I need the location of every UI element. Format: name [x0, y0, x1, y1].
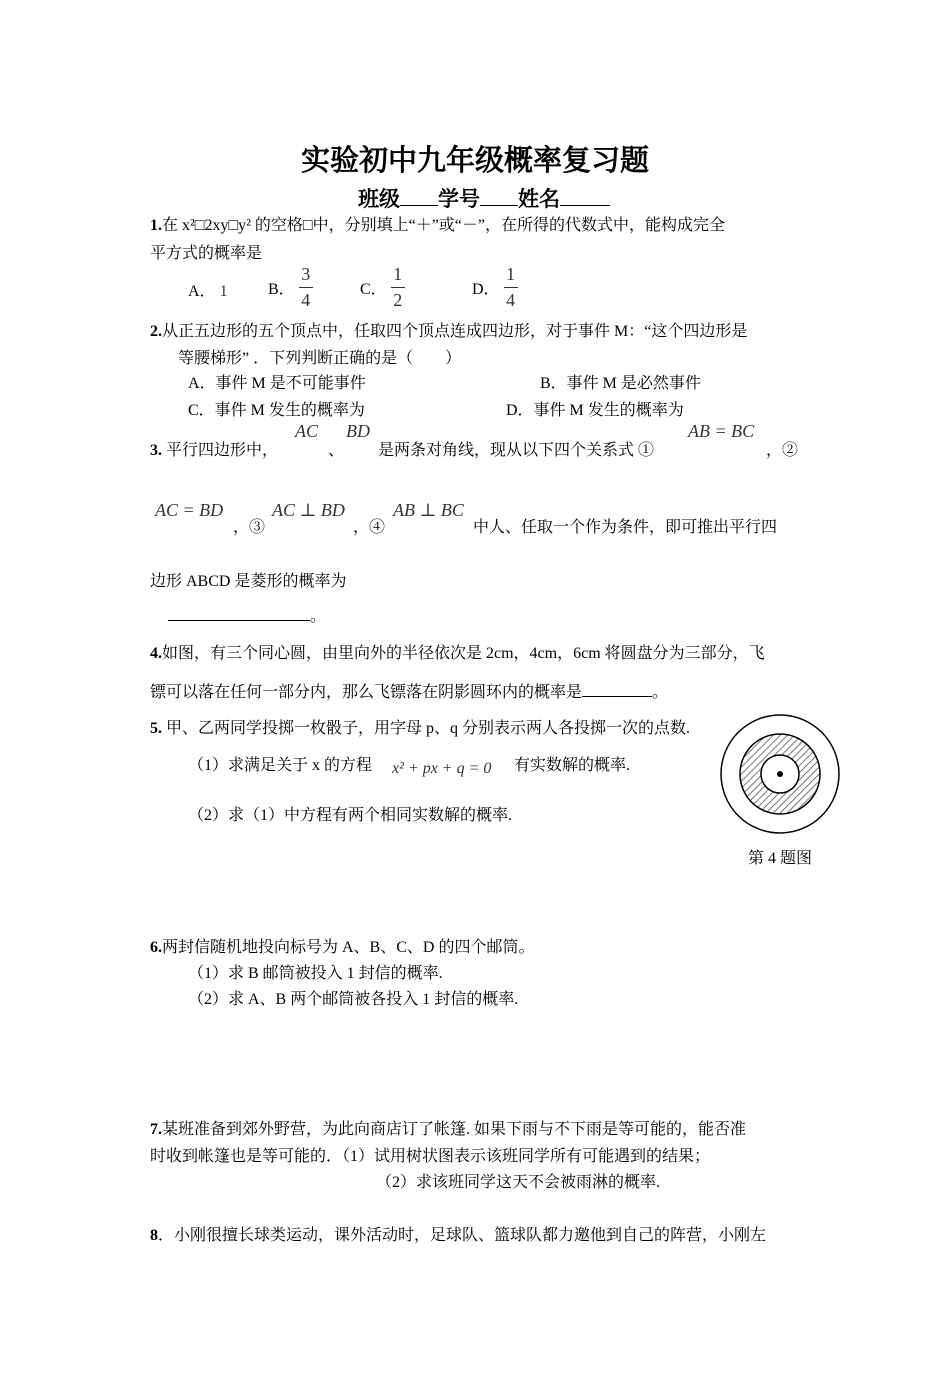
class-blank[interactable]: [400, 205, 438, 206]
q3-line1: 3. 平行四边形中，: [150, 442, 279, 459]
concentric-circles-figure: [718, 712, 842, 836]
name-label: 姓名: [518, 187, 560, 211]
q8-line1: 8．小刚很擅长球类运动，课外活动时，足球队、篮球队都力邀他到自己的阵营，小刚左: [150, 1227, 767, 1244]
q3-line2-end: 中人、任取一个作为条件，即可推出平行四: [473, 519, 778, 536]
q6-number: 6.: [150, 939, 162, 956]
q5-sub1b: 有实数解的概率.: [514, 757, 631, 774]
q4-number: 4.: [150, 645, 162, 662]
fraction: $\frac{3}{4}$: [299, 264, 313, 311]
q1-option-c[interactable]: C． $\frac{1}{2}$: [360, 264, 405, 311]
q3-relation-1: AB = BC: [688, 421, 755, 441]
q3-answer-blank: [168, 620, 310, 621]
q3-comma-2: ，②: [766, 442, 799, 459]
q2-number: 2.: [150, 323, 162, 340]
q1-text: 在 x²□2xy□y² 的空格□中，分别填上“＋”或“－”，在所得的代数式中，能构成完全: [162, 217, 725, 234]
q3-line3: 边形 ABCD 是菱形的概率为: [150, 573, 347, 590]
q3-relation-3: AC ⊥ BD: [272, 500, 345, 520]
q1-line1: [150, 212, 725, 235]
q3-comma-4: ，④: [353, 519, 386, 536]
q2-option-c[interactable]: C．事件 M 发生的概率为: [188, 402, 365, 419]
q7-line1: 7.某班准备到郊外野营，为此向商店订了帐篷. 如果下雨与不下雨是等可能的，能否准: [150, 1121, 747, 1138]
student-id-label: 学号: [438, 187, 480, 211]
q4-line1: 4.如图，有三个同心圆，由里向外的半径依次是 2cm，4cm，6cm 将圆盘分为三部分，飞: [150, 645, 765, 662]
q1-option-b[interactable]: B． $\frac{3}{4}$: [268, 264, 313, 311]
q5-number: 5.: [150, 720, 162, 737]
q3-number: 3.: [150, 442, 162, 459]
q1-number: 1.: [150, 217, 162, 234]
q5-equation: x² + px + q = 0: [392, 760, 492, 777]
q6-line1: 6.两封信随机地投向标号为 A、B、C、D 的四个邮筒。: [150, 939, 535, 956]
q8-number: 8: [150, 1227, 158, 1244]
q5-line1: 5. 甲、乙两同学投掷一枚骰子，用字母 p、q 分别表示两人各投掷一次的点数.: [150, 720, 691, 737]
student-id-blank[interactable]: [480, 205, 518, 206]
q7-line3: （2）求该班同学这天不会被雨淋的概率.: [376, 1174, 661, 1191]
name-blank[interactable]: [560, 205, 610, 206]
q4-line2: 镖可以落在任何一部分内，那么飞镖落在阴影圆环内的概率是 。: [150, 684, 669, 701]
q2-option-a[interactable]: A．事件 M 是不可能事件: [188, 375, 366, 392]
fraction: $\frac{1}{2}$: [391, 264, 405, 311]
q1-line2: 平方式的概率是: [150, 245, 263, 262]
q3-answer[interactable]: 。: [168, 603, 326, 626]
q4-answer-blank[interactable]: [582, 696, 652, 697]
student-info: [358, 183, 610, 213]
q1-option-a[interactable]: A． 1: [188, 283, 228, 300]
q6-sub2: （2）求 A、B 两个邮筒被各投入 1 封信的概率.: [188, 991, 519, 1008]
q3-ac: AC: [295, 421, 319, 441]
figure-caption: 第 4 题图: [748, 850, 813, 867]
q5-sub2: （2）求（1）中方程有两个相同实数解的概率.: [188, 807, 513, 824]
q3-line1b: 是两条对角线，现从以下四个关系式 ①: [378, 442, 655, 459]
q3-sep: 、: [328, 442, 345, 459]
q2-option-d[interactable]: D．事件 M 发生的概率为: [506, 402, 684, 419]
q2-option-b[interactable]: B．事件 M 是必然事件: [540, 375, 701, 392]
q1-option-d[interactable]: D． $\frac{1}{4}$: [472, 264, 518, 311]
center-dot: [777, 771, 783, 777]
q2-line1: 2.从正五边形的五个顶点中，任取四个顶点连成四边形，对于事件 M：“这个四边形是: [150, 323, 748, 340]
fraction: $\frac{1}{4}$: [504, 264, 518, 311]
q2-line2: 等腰梯形” ．下列判断正确的是（ ）: [178, 350, 462, 367]
q6-sub1: （1）求 B 邮筒被投入 1 封信的概率.: [188, 965, 443, 982]
q5-sub1a: （1）求满足关于 x 的方程: [188, 757, 373, 774]
q3-relation-2: AC = BD: [155, 500, 224, 520]
q7-line2: 时收到帐篷也是等可能的．（1）试用树状图表示该班同学所有可能遇到的结果；: [150, 1148, 711, 1165]
q3-comma-3: ，③: [233, 519, 266, 536]
page-title: 实验初中九年级概率复习题: [300, 145, 649, 177]
q3-relation-4: AB ⊥ BC: [393, 500, 464, 520]
class-label: 班级: [358, 187, 400, 211]
q3-bd: BD: [346, 421, 370, 441]
q7-number: 7.: [150, 1121, 162, 1138]
